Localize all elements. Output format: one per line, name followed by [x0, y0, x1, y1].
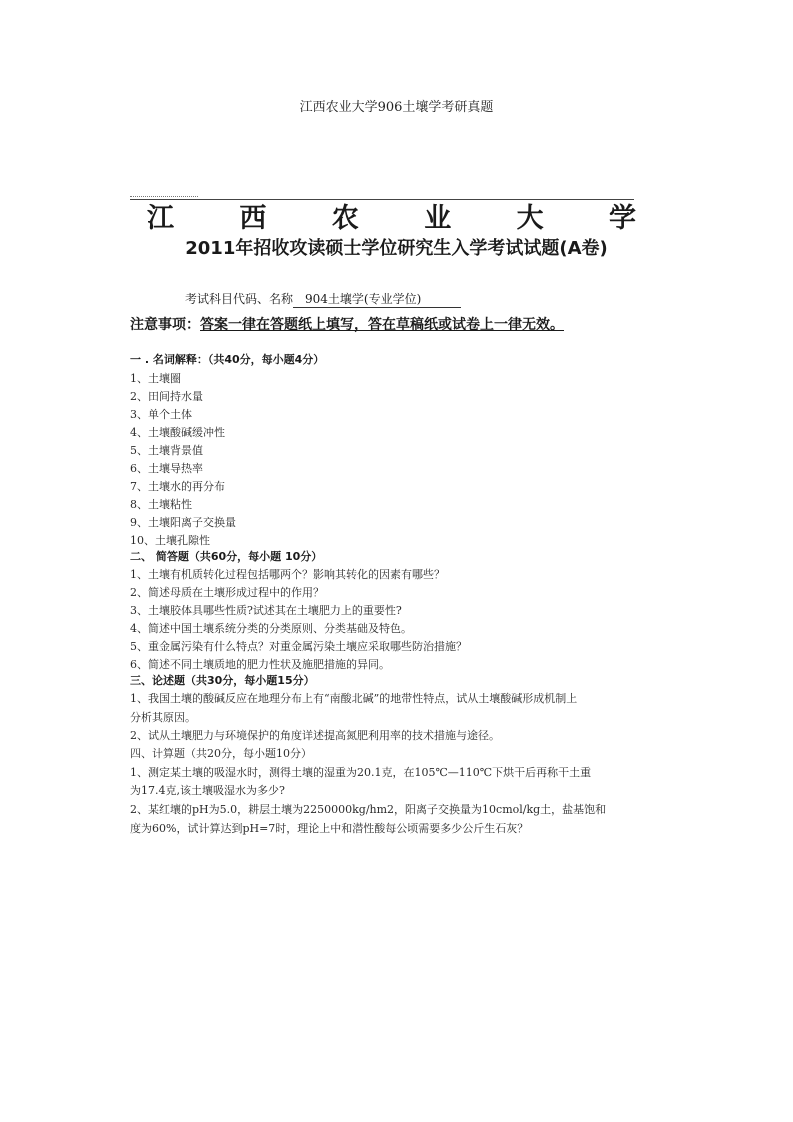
- subject-line: [185, 290, 461, 308]
- question-item: 10、土壤孔隙性: [130, 534, 210, 547]
- question-item: 2、试从土壤肥力与环境保护的角度详述提高氮肥利用率的技术措施与途径。: [130, 729, 500, 742]
- question-item: 2、某红壤的pH为5.0，耕层土壤为2250000kg/hm2，阳离子交换量为10cmol/kg土，盐基饱和: [130, 803, 607, 816]
- question-item: 8、土壤粘性: [130, 498, 192, 511]
- notice-label: 注意事项：: [130, 317, 200, 333]
- exam-title: 2011年招收攻读硕士学位研究生入学考试试题(A卷): [185, 238, 608, 259]
- notice: [130, 314, 564, 334]
- question-item: 为17.4克,该土壤吸湿水为多少?: [130, 784, 285, 797]
- question-item: 3、单个土体: [130, 408, 192, 421]
- question-item: 1、土壤有机质转化过程包括哪两个？影响其转化的因素有哪些？: [130, 568, 445, 581]
- question-item: 度为60%，试计算达到pH=7时，理论上中和潜性酸每公顷需要多少公斤生石灰？: [130, 822, 529, 835]
- question-item: 5、重金属污染有什么特点？对重金属污染土壤应采取哪些防治措施？: [130, 640, 467, 653]
- question-item: 2、田间持水量: [130, 390, 203, 403]
- section-heading: 三、论述题（共30分，每小题15分）: [130, 674, 315, 687]
- section-heading: 二、 简答题（共60分，每小题 10分）: [130, 550, 323, 563]
- subject-value: 904土壤学(专业学位): [293, 290, 461, 308]
- question-item: 9、土壤阳离子交换量: [130, 516, 236, 529]
- question-item: 6、土壤导热率: [130, 462, 203, 475]
- document-title: 江西农业大学906土壤学考研真题: [299, 100, 494, 115]
- question-item: 4、土壤酸碱缓冲性: [130, 426, 225, 439]
- question-item: 1、我国土壤的酸碱反应在地理分布上有“南酸北碱”的地带性特点，试从土壤酸碱形成机制上: [130, 692, 578, 705]
- question-item: 7、土壤水的再分布: [130, 480, 225, 493]
- question-item: 1、测定某土壤的吸湿水时，测得土壤的湿重为20.1克，在105℃—110℃下烘干后再称干土重: [130, 766, 592, 779]
- question-item: 6、简述不同土壤质地的肥力性状及施肥措施的异同。: [130, 658, 390, 671]
- section-heading: 四、计算题（共20分，每小题10分）: [130, 747, 312, 760]
- section-heading: 一 . 名词解释：（共40分，每小题4分）: [130, 353, 325, 366]
- question-item: 3、土壤胶体具哪些性质?试述其在土壤肥力上的重要性?: [130, 604, 402, 617]
- university-name: 江 西 农 业 大 学: [147, 203, 664, 234]
- question-item: 分析其原因。: [130, 711, 196, 724]
- question-item: 4、简述中国土壤系统分类的分类原则、分类基础及特色。: [130, 622, 412, 635]
- question-item: 5、土壤背景值: [130, 444, 203, 457]
- subject-label: 考试科目代码、名称: [185, 292, 294, 306]
- question-item: 2、简述母质在土壤形成过程中的作用？: [130, 586, 324, 599]
- question-item: 1、土壤圈: [130, 372, 181, 385]
- notice-body: 答案一律在答题纸上填写，答在草稿纸或试卷上一律无效。: [200, 317, 564, 333]
